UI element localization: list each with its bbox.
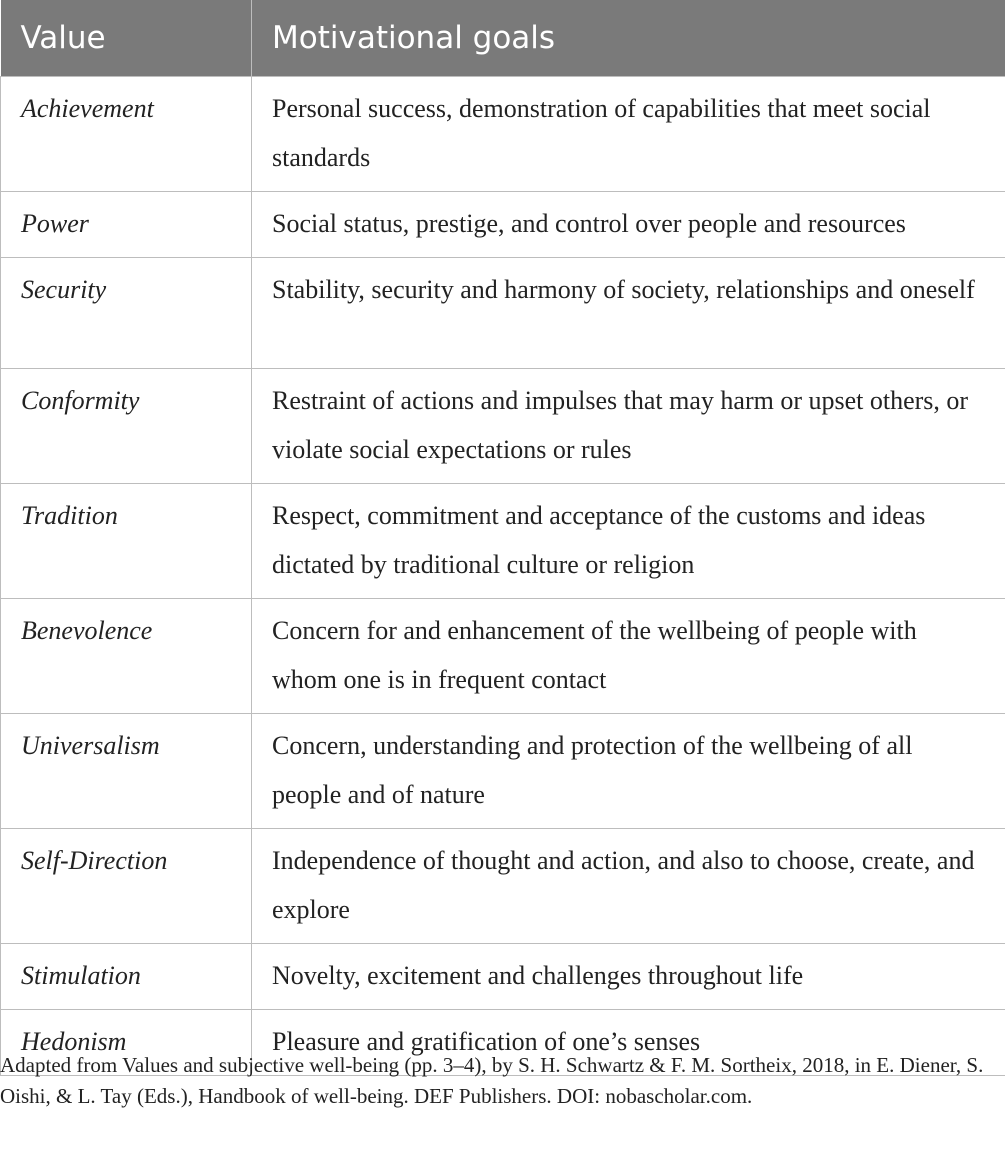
table-footnote: Adapted from Values and subjective well-being (pp. 3–4), by S. H. Schwartz & F. M. Sortheix, 2018, in E. Diener, S. Oishi, & L. Tay (Eds.), Handbook of well-being. DEF Publishers. DOI: nobascholar.com.	[0, 1053, 984, 1108]
table-row	[1, 598, 1005, 713]
value-cell: Universalism	[1, 713, 252, 828]
value-cell: Security	[1, 257, 252, 368]
value-cell: Power	[1, 191, 252, 257]
value-cell: Conformity	[1, 368, 252, 483]
header-motivational-goals: Motivational goals	[252, 0, 1005, 76]
goals-cell: Personal success, demonstration of capabilities that meet social standards	[252, 76, 1005, 191]
table-row	[1, 368, 1005, 483]
table-row	[1, 713, 1005, 828]
value-cell: Tradition	[1, 483, 252, 598]
table-row	[1, 257, 1005, 368]
goals-cell: Stability, security and harmony of society, relationships and oneself	[252, 257, 1005, 368]
goals-cell: Concern, understanding and protection of the wellbeing of all people and of nature	[252, 713, 1005, 828]
value-cell: Benevolence	[1, 598, 252, 713]
header-row	[1, 0, 1005, 76]
goals-cell: Independence of thought and action, and also to choose, create, and explore	[252, 828, 1005, 943]
table-row	[1, 828, 1005, 943]
table-row	[1, 943, 1005, 1009]
goals-cell: Social status, prestige, and control over people and resources	[252, 191, 1005, 257]
goals-cell: Respect, commitment and acceptance of the customs and ideas dictated by traditional culture or religion	[252, 483, 1005, 598]
value-cell: Self-Direction	[1, 828, 252, 943]
table-row	[1, 76, 1005, 191]
goals-cell: Novelty, excitement and challenges throughout life	[252, 943, 1005, 1009]
value-cell: Achievement	[1, 76, 252, 191]
table-row	[1, 191, 1005, 257]
goals-cell: Concern for and enhancement of the wellbeing of people with whom one is in frequent contact	[252, 598, 1005, 713]
goals-cell: Restraint of actions and impulses that may harm or upset others, or violate social expectations or rules	[252, 368, 1005, 483]
table-header	[1, 0, 1005, 76]
value-cell: Stimulation	[1, 943, 252, 1009]
value-cell: Hedonism	[1, 1009, 252, 1075]
header-value: Value	[1, 0, 252, 76]
table-row	[1, 483, 1005, 598]
goals-cell: Pleasure and gratification of one’s senses	[252, 1009, 1005, 1075]
table-body	[1, 76, 1005, 1075]
